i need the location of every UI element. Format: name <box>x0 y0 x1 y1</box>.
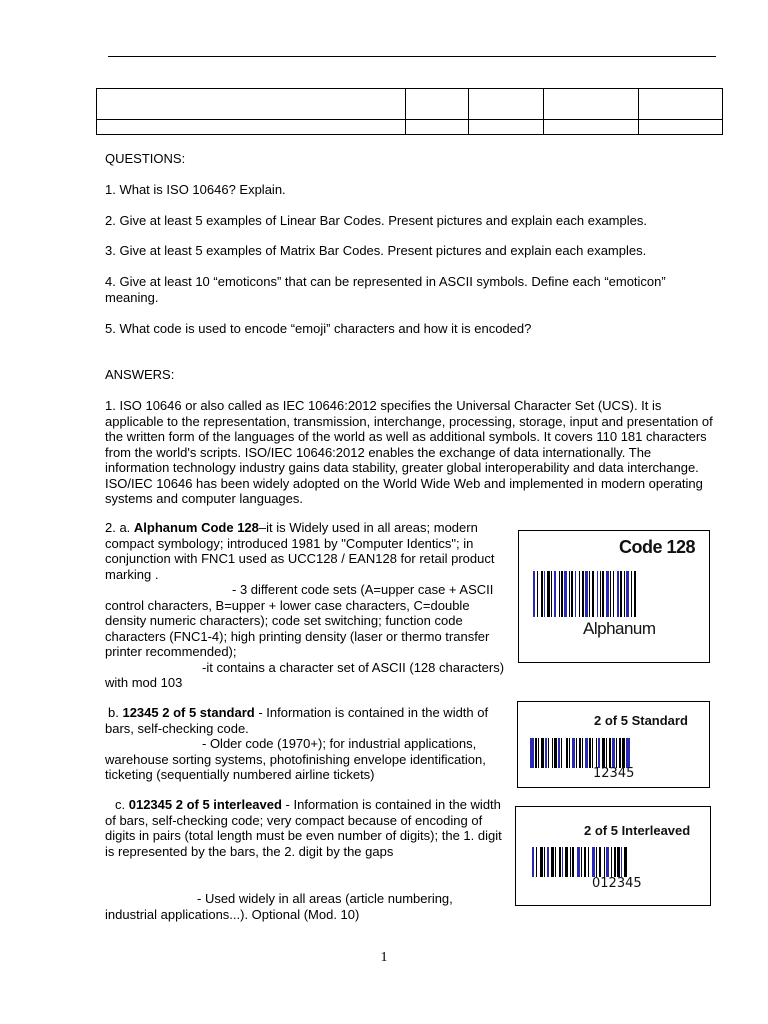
barcode-bar <box>602 571 604 617</box>
header-cell <box>406 89 469 120</box>
barcode-bar <box>562 847 563 877</box>
barcode-bar <box>614 847 616 877</box>
answer-2b-text2: - Older code (1970+); for industrial applications, warehouse sorting systems, photofinishing envelope identification, ticketing (sequentially numbered airline tickets) <box>105 736 486 782</box>
answer-2a-prefix: 2. a. <box>105 520 134 535</box>
barcode-bar <box>576 738 577 768</box>
barcode-bar <box>564 571 567 617</box>
barcode-bar <box>569 571 570 617</box>
answer-2b-text1: - Information is contained in the width of bars, self-checking code. <box>105 705 489 736</box>
barcode-bar <box>619 738 621 768</box>
barcode-bar <box>610 571 611 617</box>
answer-2c-name: 012345 2 of 5 interleaved <box>128 797 282 812</box>
barcode-bar <box>530 738 534 768</box>
barcode-bar <box>589 738 591 768</box>
answer-2b <box>105 705 505 783</box>
barcode-bar <box>565 847 568 877</box>
answer-2c-note <box>105 891 505 922</box>
barcode-bar <box>541 571 543 617</box>
barcode-2of5-interleaved-bars <box>532 847 698 877</box>
barcode-bar <box>559 571 560 617</box>
barcode-bar <box>592 571 594 617</box>
header-cell <box>469 120 544 135</box>
barcode-bar <box>552 738 553 768</box>
barcode-bar <box>536 847 537 877</box>
barcode-bar <box>561 571 563 617</box>
barcode-bar <box>585 738 588 768</box>
header-cell <box>639 89 723 120</box>
answer-2c-prefix: c. <box>115 797 129 812</box>
barcode-bar <box>579 738 581 768</box>
answer-2c <box>105 797 505 859</box>
barcode-bar <box>616 738 617 768</box>
barcode-bar <box>617 571 619 617</box>
barcode-bar <box>535 738 537 768</box>
barcode-bar <box>554 571 556 617</box>
answer-2c-text2: - Used widely in all areas (article numbering, industrial applications...). Optional (Mod. 10) <box>105 891 453 922</box>
barcode-code128-caption: Alphanum <box>583 619 656 638</box>
barcode-bar <box>582 571 584 617</box>
header-cell <box>469 89 544 120</box>
answer-2a-name: Alphanum Code 128 <box>133 520 259 535</box>
barcode-bar <box>582 738 583 768</box>
barcode-bar <box>589 571 590 617</box>
barcode-bar <box>585 571 588 617</box>
barcode-bar <box>554 738 557 768</box>
barcode-bar <box>537 571 538 617</box>
answer-2a <box>105 520 505 691</box>
answer-2a-text1: –it is Widely used in all areas; modern compact symbology; introduced 1981 by "Computer Identics"; in conjunction with FNC1 used as UCC128 / EAN128 for retail product marking . <box>105 520 495 582</box>
answer-2b-prefix: b. <box>108 705 123 720</box>
barcode-2of5-standard-bars <box>530 738 698 768</box>
barcode-bar <box>532 847 534 877</box>
header-cell <box>97 120 406 135</box>
header-cell <box>97 89 406 120</box>
barcode-bar <box>566 738 568 768</box>
barcode-bar <box>533 571 535 617</box>
barcode-bar <box>596 738 597 768</box>
answer-2c-text1: - Information is contained in the width of bars, self-checking code; very compact because of encoding of digits in pairs (total length must be even number of digits); the 1. digit is represented by the bars, the 2. digit by the gaps <box>105 797 502 859</box>
answer-2a-text2: - 3 different code sets (A=upper case + ASCII control characters, B=upper + lower case characters, C=double density numeric characters); code set switching; function code characters (FNC1-4); high printing density (laser or thermo transfer printer recommended); <box>105 582 494 659</box>
question-3: 3. Give at least 5 examples of Matrix Bar Codes. Present pictures and explain each examples. <box>105 243 647 258</box>
answer-2a-text3: -it contains a character set of ASCII (128 characters) with mod 103 <box>105 659 505 690</box>
barcode-bar <box>624 571 625 617</box>
barcode-bar <box>624 847 627 877</box>
barcode-bar <box>551 847 554 877</box>
barcode-bar <box>545 738 547 768</box>
barcode-bar <box>598 738 600 768</box>
header-cell <box>544 89 639 120</box>
barcode-bar <box>555 847 556 877</box>
barcode-bar <box>547 847 549 877</box>
barcode-bar <box>572 847 574 877</box>
barcode-bar <box>544 571 545 617</box>
barcode-bar <box>558 738 560 768</box>
barcode-bar <box>548 738 549 768</box>
barcode-bar <box>570 847 571 877</box>
barcode-bar <box>606 738 607 768</box>
header-cell <box>406 120 469 135</box>
barcode-code128-bars <box>533 571 695 617</box>
barcode-bar <box>581 847 582 877</box>
barcode-bar <box>575 571 576 617</box>
barcode-bar <box>602 738 605 768</box>
barcode-bar <box>561 738 562 768</box>
header-cell <box>639 120 723 135</box>
barcode-bar <box>634 571 636 617</box>
barcode-bar <box>572 738 575 768</box>
barcode-bar <box>579 571 580 617</box>
barcode-bar <box>538 738 539 768</box>
barcode-2of5-interleaved-title: 2 of 5 Interleaved <box>584 823 691 838</box>
barcode-code128-image <box>518 530 710 663</box>
barcode-bar <box>604 847 605 877</box>
barcode-bar <box>612 738 615 768</box>
barcode-bar <box>559 847 561 877</box>
barcode-bar <box>588 847 589 877</box>
barcode-bar <box>592 847 595 877</box>
page-number: 1 <box>380 950 388 965</box>
barcode-bar <box>622 738 625 768</box>
barcode-bar <box>609 738 611 768</box>
barcode-bar <box>540 847 543 877</box>
barcode-2of5-standard-title: 2 of 5 Standard <box>594 713 688 728</box>
barcode-2of5-standard-image <box>517 701 710 788</box>
question-1: 1. What is ISO 10646? Explain. <box>105 182 286 197</box>
barcode-bar <box>631 571 632 617</box>
header-rule <box>108 56 716 57</box>
barcode-code128-title: Code 128 <box>618 537 695 557</box>
barcode-bar <box>577 847 580 877</box>
barcode-bar <box>551 571 552 617</box>
barcode-2of5-interleaved-caption: 012345 <box>592 876 642 891</box>
question-4: 4. Give at least 10 “emoticons” that can be represented in ASCII symbols. Define each “emoticon” meaning. <box>105 274 666 305</box>
barcode-bar <box>592 738 593 768</box>
barcode-bar <box>626 571 629 617</box>
barcode-bar <box>544 847 545 877</box>
barcode-bar <box>621 847 622 877</box>
barcode-2of5-interleaved-image <box>515 806 711 906</box>
barcode-bar <box>541 738 544 768</box>
answer-2b-name: 12345 2 of 5 standard <box>122 705 255 720</box>
barcode-bar <box>606 847 609 877</box>
header-table <box>96 88 723 135</box>
barcode-bar <box>599 847 601 877</box>
question-2: 2. Give at least 5 examples of Linear Bar Codes. Present pictures and explain each examples. <box>105 213 647 228</box>
question-5: 5. What code is used to encode “emoji” characters and how it is encoded? <box>105 321 532 336</box>
barcode-bar <box>571 571 573 617</box>
barcode-bar <box>611 847 612 877</box>
answers-heading: ANSWERS: <box>105 367 175 382</box>
barcode-bar <box>547 571 550 617</box>
barcode-bar <box>620 571 622 617</box>
barcode-bar <box>626 738 630 768</box>
questions-heading: QUESTIONS: <box>105 151 186 166</box>
barcode-bar <box>617 847 620 877</box>
barcode-bar <box>613 571 614 617</box>
barcode-bar <box>597 571 598 617</box>
header-cell <box>544 120 639 135</box>
answer-1: 1. ISO 10646 or also called as IEC 10646:2012 specifies the Universal Character Set (UCS). It is applicable to the representation, transmission, interchange, processing, storage, input and presentation of the written form of the languages of the world as well as additional symbols. It covers 110 181 characters from the world's scripts. ISO/IEC 10646:2012 enables the exchange of data internationally. The information technology industry gains data stability, greater global interoperability and data interchange. ISO/IEC 10646 has been widely adopted on the World Wide Web and implemented in modern operating systems and computer languages. <box>105 398 713 506</box>
barcode-bar <box>600 571 601 617</box>
barcode-bar <box>584 847 586 877</box>
barcode-2of5-standard-caption: 12345 <box>593 766 635 781</box>
barcode-bar <box>596 847 597 877</box>
barcode-bar <box>606 571 609 617</box>
barcode-bar <box>569 738 570 768</box>
